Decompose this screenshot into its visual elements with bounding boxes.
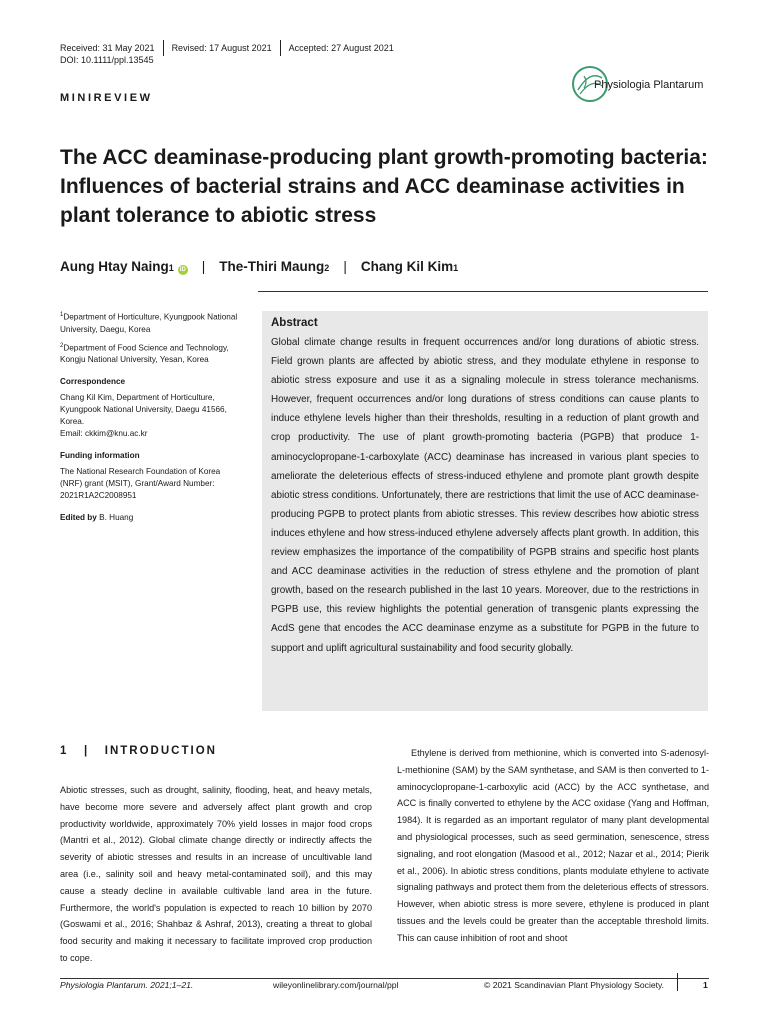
article-dates [60,40,394,56]
funding-line: (NRF) grant (MSIT), Grant/Award Number: [60,479,215,489]
funding-line: The National Research Foundation of Korea [60,467,221,477]
funding-heading: Funding information [60,451,140,461]
author-name[interactable]: Chang Kil Kim [360,259,454,274]
author-affiliation-mark: 2 [324,263,330,273]
funding-line: 2021R1A2C2008951 [60,491,137,501]
footer-url[interactable]: wileyonlinelibrary.com/journal/ppl [273,980,399,990]
date-separator [280,40,281,56]
author-list [60,259,458,275]
page-number: 1 [703,980,708,990]
edited-by [60,512,250,524]
intro-paragraph-1: Abiotic stresses, such as drought, salinity, flooding, heat, and heavy metals, have become more severe and adversely affect plant growth and crop productivity worldwide, approximately 70% yield losses in major food crops (Mantri et al., 2012). Global climate change directly or indirectly affects the severity of abiotic stresses and results in an increase of uncultivable land area (i.e., salinity soil and heavy metal-contaminated soil), and this may cause a steady decline in available cultivable land area in the future. Furthermore, the world's population is expected to reach 10 billion by 2070 (Goswami et al., 2016; Shahbaz & Ashraf, 2013), creating a threat to global food security and making it necessary to facilitate improved crop production to cope. [60,785,372,963]
edited-by-label: Edited by [60,513,97,523]
author-affiliation-mark: 1 [453,263,459,273]
editor-name: B. Huang [99,513,134,523]
footer-copyright: © 2021 Scandinavian Plant Physiology Society. [484,980,665,990]
section-tag: MINIREVIEW [60,92,153,104]
doi[interactable]: DOI: 10.1111/ppl.13545 [60,55,154,65]
revised-date: Revised: 17 August 2021 [171,43,272,53]
affiliation-1 [60,309,250,336]
author-name[interactable]: Aung Htay Naing [60,259,169,274]
divider [258,291,708,292]
abstract-text: Global climate change results in frequent occurrences and/or long durations of abiotic stress. Field grown plants are affected by abiotic stress, and they modulate ethylene in response to abiotic stress exposure and use it as a signaling molecule in stress tolerance mechanisms. However, frequent occurrences and/or long durations of stress conditions can cause plants to induce ethylene levels higher than their thresholds, resulting in a reduction of plant growth and crop productivity. The use of plant growth-promoting bacteria (PGPB) that produce 1-aminocyclopropane-1-carboxylate (ACC) deaminase has increased in various plant species to ameliorate the deleterious effects of stress-induced ethylene and promote plant growth despite abiotic stress conditions. Unfortunately, there are restrictions that limit the use of ACC deaminase-producing PGPB to protect plants from abiotic stresses. This review describes how abiotic stress induces ethylene and how stress-induced ethylene adversely affects plant growth. In addition, this review emphasizes the importance of the compatibility of PGPB strains and specific host plants and ACC deaminase activities in the reduction of stress ethylene and the promotion of plant growth, based on the research published in the last 10 years. Moreover, due to the restrictions in PGPB use, this review highlights the potential generation of transgenic plants expressing the AcdS gene that encodes the ACC deaminase enzyme as a substitute for PGPB in the future to support and uplift agricultural sustainability and food security globally. [271,337,699,654]
affiliation-text: Department of Food Science and Technology, Kongju National University, Yesan, Korea [60,343,229,365]
author-separator: | [343,259,347,274]
funding-text [60,466,250,502]
abstract-heading: Abstract [271,317,318,329]
orcid-icon[interactable]: iD [179,267,186,273]
correspondence-line: Chang Kil Kim, Department of Horticulture, [60,393,215,403]
affiliation-number: 2 [60,342,64,349]
correspondence-line: Korea. [60,417,85,427]
journal-name: Physiologia Plantarum [594,79,704,91]
author-separator: | [201,259,206,274]
section-heading: 1 | INTRODUCTION [60,745,217,757]
abstract-box [262,311,708,711]
affiliation-2 [60,340,250,367]
page-number-bar [677,973,678,991]
article-title: The ACC deaminase-producing plant growth-promoting bacteria: Influences of bacterial strains and ACC deaminase activities in plant tolerance to abiotic stress [60,146,708,227]
author-affiliation-mark: 1 [168,263,174,273]
correspondence-line: Kyungpook National University, Daegu 41566, [60,405,227,415]
intro-paragraph-2: Ethylene is derived from methionine, which is converted into S-adenosyl-L-methionine (SAM) by the SAM synthetase, and SAM is then converted to 1-aminocyclopropane-1-carboxylic acid (ACC) by the ACC synthetase, and ACC is finally converted to ethylene by the ACC oxidase (Yang and Hoffman, 1984). It is regarded as an important regulator of many plant developmental and physiological processes, such as seed germination, senescence, stress signaling, and root elongation (Masood et al., 2012; Nazar et al., 2014; Pierik et al., 2006). In abiotic stress conditions, plants modulate ethylene to activate signaling pathways and protect them from the deleterious effects of stressors. However, when abiotic stress is more severe, ethylene is produced in plant tissues and the levels could be greater than the acceptable threshold limits. This can cause inhibition of root and shoot [397,748,709,943]
correspondence-email[interactable]: Email: ckkim@knu.ac.kr [60,429,148,439]
correspondence-heading: Correspondence [60,377,126,387]
journal-logo[interactable] [570,64,703,104]
received-date: Received: 31 May 2021 [60,43,155,53]
footer-citation: Physiologia Plantarum. 2021;1–21. [60,980,194,990]
affiliation-text: Department of Horticulture, Kyungpook National University, Daegu, Korea [60,312,238,334]
accepted-date: Accepted: 27 August 2021 [288,43,394,53]
affiliation-number: 1 [60,312,64,318]
sidebar [60,309,250,528]
date-separator [163,40,164,56]
correspondence-text [60,392,250,440]
footer-rule [60,978,709,979]
author-name[interactable]: The-Thiri Maung [219,259,325,274]
